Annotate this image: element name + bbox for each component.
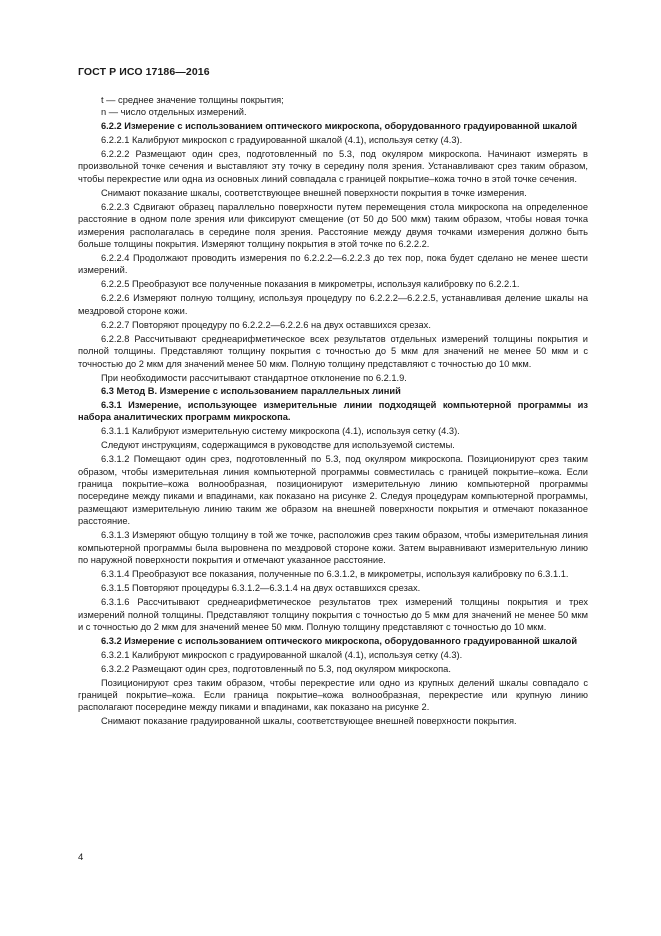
- paragraph: 6.3.1.6 Рассчитывают среднеарифметическое результатов трех измерений толщины покрытия и трех измерений полной толщины. Представляют толщину покрытия с точностью до 5 мкм для значений не менее 50 мкм и с точностью до 2 мкм для значений менее 50 мкм. Полную толщину представляют с точностью до 10 мкм.: [78, 597, 588, 632]
- paragraph: 6.3.2.1 Калибруют микроскоп с градуированной шкалой (4.1), используя сетку (4.3).: [101, 649, 463, 660]
- definition-line: t — среднее значение толщины покрытия;: [101, 95, 284, 105]
- page-number: 4: [78, 852, 84, 863]
- paragraph: 6.2.2.7 Повторяют процедуру по 6.2.2.2—6.2.2.6 на двух оставшихся срезах.: [101, 319, 431, 330]
- paragraph: 6.3.2.2 Размещают один срез, подготовленный по 5.3, под окуляром микроскопа.: [101, 663, 451, 674]
- paragraph: 6.2.2.8 Рассчитывают среднеарифметическое всех результатов отдельных измерений толщины покрытия и полной толщины. Представляют толщину покрытия с точностью до 5 мкм для значений не менее 50 мкм и с точностью до 2 мкм для значений менее 50 мкм. Полную толщину представляют с точностью до 10 мкм.: [78, 333, 588, 369]
- paragraph: При необходимости рассчитывают стандартное отклонение по 6.2.1.9.: [101, 372, 407, 383]
- paragraph: Следуют инструкциям, содержащимся в руководстве для используемой системы.: [101, 440, 455, 451]
- paragraph: 6.3.1.5 Повторяют процедуры 6.3.1.2—6.3.1.4 на двух оставшихся срезах.: [101, 583, 421, 594]
- paragraph: Снимают показание градуированной шкалы, соответствующее внешней поверхности покрытия.: [101, 716, 517, 727]
- paragraph: Позиционируют срез таким образом, чтобы перекрестие или одно из крупных делений шкалы совпадало с границей покрытие–кожа. Если граница покрытие–кожа волнообразная, перекрестие или крупную линию располагают посередине между пиками и впадинами, как показано на рисунке 2.: [78, 677, 588, 713]
- paragraph: 6.2.2.5 Преобразуют все полученные показания в микрометры, используя калибровку по 6.2.2.1.: [101, 279, 520, 290]
- paragraph: 6.2.2.3 Сдвигают образец параллельно поверхности путем перемещения стола микроскопа на определенное расстояние в одном поле зрения или фиксируют смещение (от 50 до 500 мкм) таким образом, чтобы новая точка измерения располагалась в середине поля зрения. Расстояние между двумя точками измерения должно быть больше толщины покрытия. Измеряют толщину покрытия в этой точке по 6.2.2.2.: [78, 201, 588, 250]
- paragraph: 6.3.1.2 Помещают один срез, подготовленный по 5.3, под окуляром микроскопа. Позиционируют срез таким образом, чтобы измерительная линия компьютерной программы совместилась с границей покрытие–кожа. Если граница покрытие–кожа волнообразная, позиционируют измерительную линию компьютерной программы посередине между пиками и впадинами, как показано на рисунке 2. Следуя процедурам компьютерной программы, размещают измерительную линию таким же образом на внешней поверхности покрытия и отмечают показанное расстояние.: [78, 454, 588, 527]
- section-heading: 6.3.2 Измерение с использованием оптического микроскопа, оборудованного градуированной шкалой: [101, 635, 578, 646]
- section-heading: 6.2.2 Измерение с использованием оптического микроскопа, оборудованного градуированной шкалой: [101, 121, 578, 131]
- paragraph: 6.3.1.3 Измеряют общую толщину в той же точке, расположив срез таким образом, чтобы измерительная линия компьютерной программы была выровнена по мездровой стороне кожи. Затем выравнивают измерительную линию по наружной поверхности покрытия и отмечают указанное расстояние.: [78, 530, 588, 566]
- section-heading: 6.3 Метод B. Измерение с использованием параллельных линий: [101, 386, 401, 397]
- standard-header: ГОСТ Р ИСО 17186—2016: [78, 66, 210, 78]
- paragraph: 6.3.1.4 Преобразуют все показания, полученные по 6.3.1.2, в микрометры, используя калибровку по 6.3.1.1.: [101, 569, 569, 580]
- body-text: [78, 94, 588, 728]
- section-heading: 6.3.1 Измерение, использующее измерительные линии подходящей компьютерной программы из набора аналитических программ микроскопа.: [78, 399, 588, 423]
- paragraph: 6.2.2.2 Размещают один срез, подготовленный по 5.3, под окуляром микроскопа. Начинают измерять в произвольной точке сечения и выставляют эту точку в середину поля зрения. Устанавливают срез таким образом, чтобы перекрестие или одна из основных линий совпадала с границей покрытие–кожа точно в этой точке сечения.: [78, 149, 588, 184]
- paragraph: 6.2.2.6 Измеряют полную толщину, используя процедуру по 6.2.2.2—6.2.2.5, устанавливая деление шкалы на мездровой стороне кожи.: [78, 293, 588, 316]
- paragraph: 6.3.1.1 Калибруют измерительную систему микроскопа (4.1), используя сетку (4.3).: [101, 426, 460, 437]
- paragraph: Снимают показание шкалы, соответствующее внешней поверхности покрытия в точке измерения.: [101, 187, 527, 198]
- definition-line: n — число отдельных измерений.: [101, 107, 247, 118]
- paragraph: 6.2.2.1 Калибруют микроскоп с градуированной шкалой (4.1), используя сетку (4.3).: [101, 135, 463, 145]
- paragraph: 6.2.2.4 Продолжают проводить измерения по 6.2.2.2—6.2.2.3 до тех пор, пока будет сделано не менее шести измерений.: [78, 253, 588, 276]
